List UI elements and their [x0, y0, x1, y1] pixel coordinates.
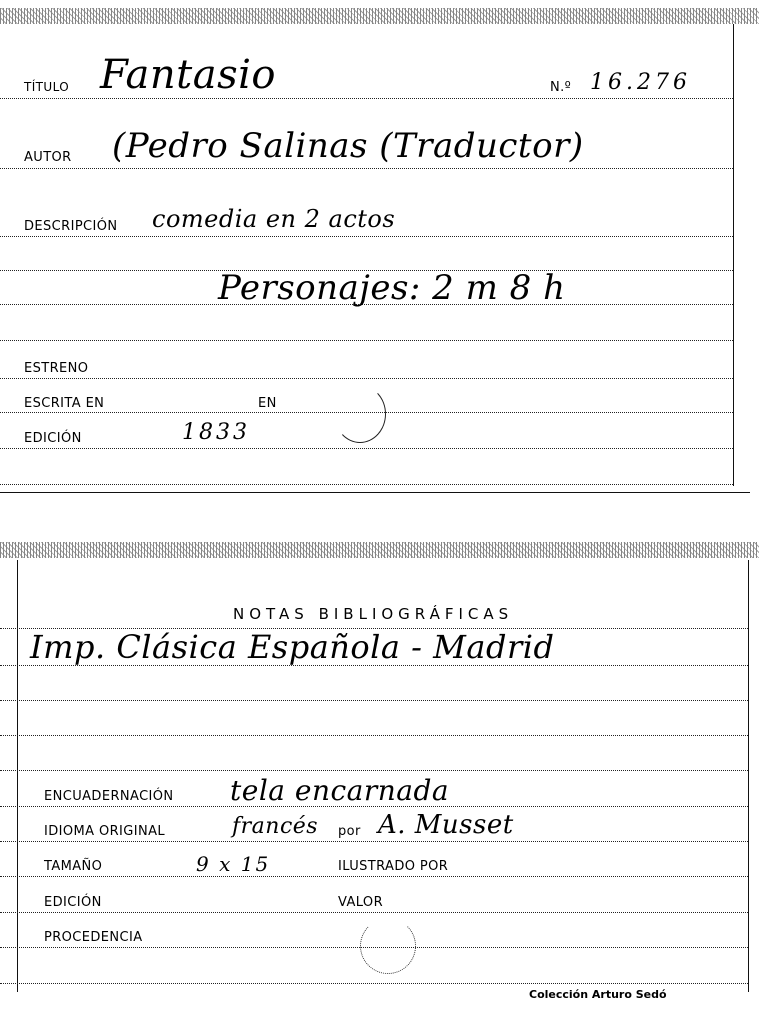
- notas-bibliograficas-heading: NOTAS BIBLIOGRÁFICAS: [233, 605, 514, 623]
- titulo-value: Fantasio: [100, 52, 276, 98]
- tamano-label: TAMAÑO: [44, 859, 103, 874]
- numero-value: 16.276: [590, 70, 691, 95]
- rule-line: [0, 735, 748, 736]
- rule-line: [0, 378, 733, 379]
- rule-line: [0, 340, 733, 341]
- rule-line: [0, 168, 733, 169]
- rule-line: [0, 876, 748, 877]
- procedencia-label: PROCEDENCIA: [44, 930, 143, 945]
- encuadernacion-value: tela encarnada: [230, 774, 450, 807]
- edicion-label: EDICIÓN: [24, 431, 82, 446]
- idioma-value: francés: [232, 814, 319, 839]
- personajes-value: Personajes: 2 m 8 h: [218, 268, 566, 308]
- por-label: por: [338, 824, 361, 839]
- titulo-label: TÍTULO: [24, 80, 70, 94]
- autor-value: (Pedro Salinas (Traductor): [112, 126, 584, 166]
- descripcion-value: comedia en 2 actos: [152, 205, 396, 233]
- encuadernacion-label: ENCUADERNACIÓN: [44, 789, 174, 804]
- descripcion-label: DESCRIPCIÓN: [24, 219, 118, 234]
- rule-line: [0, 236, 733, 237]
- edicion-value: 1833: [182, 420, 250, 445]
- card-border-right-2: [748, 560, 749, 992]
- por-value: A. Musset: [378, 810, 514, 840]
- collection-footer: Colección Arturo Sedó: [529, 988, 667, 1001]
- estreno-label: ESTRENO: [24, 361, 89, 376]
- escrita-en-label: ESCRITA EN: [24, 396, 105, 411]
- tamano-value: 9 x 15: [196, 852, 271, 876]
- rule-line: [0, 841, 748, 842]
- rule-line: [0, 448, 733, 449]
- torn-edge-top: [0, 8, 759, 24]
- stamp-circle: [334, 385, 386, 443]
- numero-label: N.º: [550, 80, 572, 95]
- card-separator: [0, 492, 750, 493]
- en-label: EN: [258, 396, 277, 411]
- valor-label: VALOR: [338, 895, 383, 910]
- idioma-label: IDIOMA ORIGINAL: [44, 824, 166, 839]
- stamp-circle-2: [360, 918, 416, 974]
- rule-line: [0, 484, 733, 485]
- edicion-label-2: EDICIÓN: [44, 895, 102, 910]
- rule-line: [0, 700, 748, 701]
- torn-edge-bottom-card: [0, 542, 759, 558]
- autor-label: AUTOR: [24, 150, 72, 165]
- rule-line: [0, 770, 748, 771]
- ilustrado-label: ILUSTRADO POR: [338, 859, 449, 874]
- notas-value: Imp. Clásica Española - Madrid: [30, 628, 555, 666]
- rule-line: [0, 912, 748, 913]
- card-border-left: [17, 560, 18, 992]
- card-border-right: [733, 24, 734, 486]
- rule-line: [0, 98, 733, 99]
- rule-line: [0, 983, 748, 984]
